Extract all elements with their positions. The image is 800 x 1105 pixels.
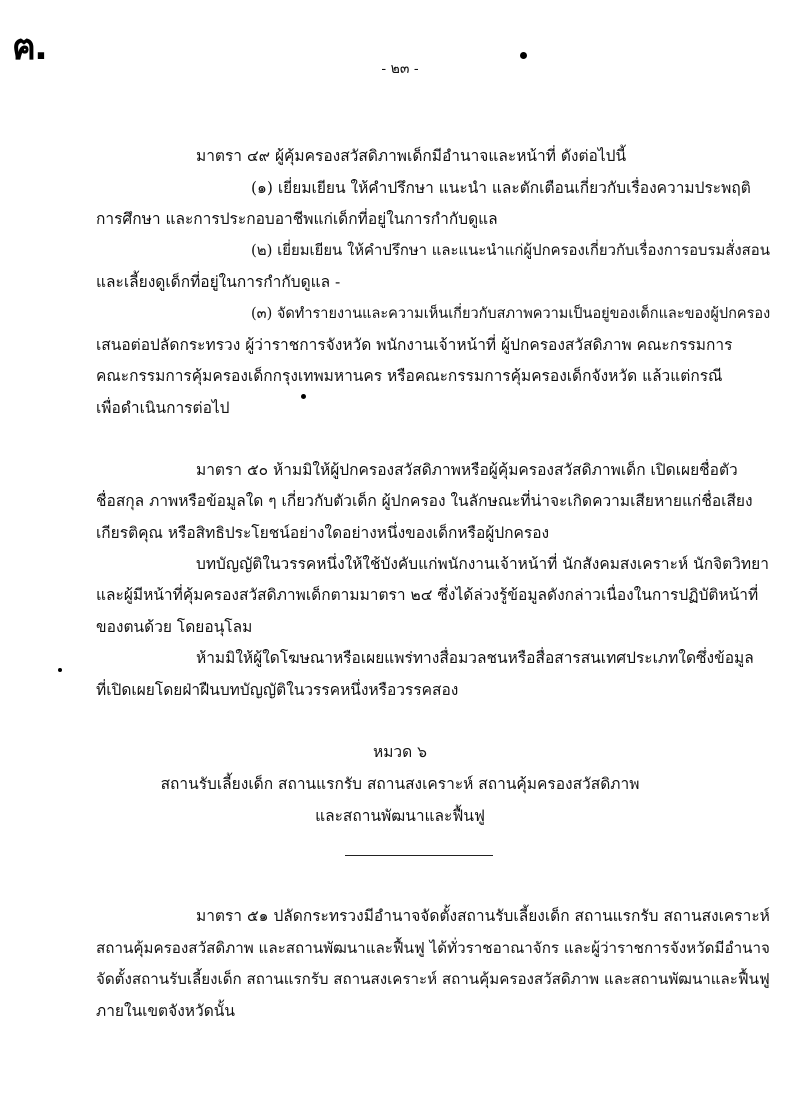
sec51-line: ภายในเขตจังหวัดนั้น <box>96 1002 235 1020</box>
sec50-line: มาตรา ๕๐ ห้ามมิให้ผู้ปกครองสวัสดิภาพหรือผู้คุ้มครองสวัสดิภาพเด็ก เปิดเผยชื่อตัว <box>196 461 738 479</box>
scan-speck <box>301 394 306 399</box>
chapter-title: หมวด ๖ <box>373 743 427 761</box>
sec49-line: (๓) จัดทำรายงานและความเห็นเกี่ยวกับสภาพความเป็นอยู่ของเด็กและของผู้ปกครอง <box>251 306 771 322</box>
sec51-line: มาตรา ๕๑ ปลัดกระทรวงมีอำนาจจัดตั้งสถานรับเลี้ยงเด็ก สถานแรกรับ สถานสงเคราะห์ <box>196 907 770 925</box>
handwritten-margin-mark: ฅ. <box>12 27 46 68</box>
sec49-line: คณะกรรมการคุ้มครองเด็กกรุงเทพมหานคร หรือคณะกรรมการคุ้มครองเด็กจังหวัด แล้วแต่กรณี <box>96 367 723 385</box>
sec49-line: และเลี้ยงดูเด็กที่อยู่ในการกำกับดูแล - <box>96 273 341 291</box>
sec50-line: ที่เปิดเผยโดยฝ่าฝืนบทบัญญัติในวรรคหนึ่งหรือวรรคสอง <box>96 681 459 699</box>
sec50-line: ชื่อสกุล ภาพหรือข้อมูลใด ๆ เกี่ยวกับตัวเด็ก ผู้ปกครอง ในลักษณะที่น่าจะเกิดความเสียหายแก่ชื่อเสียง <box>96 492 753 510</box>
sec51-line: สถานคุ้มครองสวัสดิภาพ และสถานพัฒนาและฟื้นฟู ได้ทั่วราชอาณาจักร และผู้ว่าราชการจังหวัดมีอำนาจ <box>96 939 770 957</box>
chapter-subtitle: และสถานพัฒนาและฟื้นฟู <box>315 807 485 825</box>
sec50-line: เกียรติคุณ หรือสิทธิประโยชน์อย่างใดอย่างหนึ่งของเด็กหรือผู้ปกครอง <box>96 524 550 542</box>
page-number: - ๒๓ - <box>381 61 419 77</box>
sec49-line: เสนอต่อปลัดกระทรวง ผู้ว่าราชการจังหวัด พนักงานเจ้าหน้าที่ ผู้ปกครองสวัสดิภาพ คณะกรรมการ <box>96 336 733 354</box>
sec50-line: และผู้มีหน้าที่คุ้มครองสวัสดิภาพเด็กตามมาตรา ๒๔ ซึ่งได้ล่วงรู้ข้อมูลดังกล่าวเนื่องในการปฏิบัติหน้าที่ <box>96 586 759 604</box>
sec49-heading: มาตรา ๔๙ ผู้คุ้มครองสวัสดิภาพเด็กมีอำนาจและหน้าที่ ดังต่อไปนี้ <box>196 147 627 165</box>
divider <box>345 855 493 856</box>
chapter-subtitle: สถานรับเลี้ยงเด็ก สถานแรกรับ สถานสงเคราะห์ สถานคุ้มครองสวัสดิภาพ <box>160 775 640 793</box>
sec49-line: (๑) เยี่ยมเยียน ให้คำปรึกษา แนะนำ และตักเตือนเกี่ยวกับเรื่องความประพฤติ <box>251 179 751 197</box>
scan-speck <box>58 668 62 672</box>
sec50-line: ห้ามมิให้ผู้ใดโฆษณาหรือเผยแพร่ทางสื่อมวลชนหรือสื่อสารสนเทศประเภทใดซึ่งข้อมูล <box>196 649 754 667</box>
sec49-line: (๒) เยี่ยมเยียน ให้คำปรึกษา และแนะนำแก่ผู้ปกครองเกี่ยวกับเรื่องการอบรมสั่งสอน <box>251 241 770 259</box>
sec50-line: บทบัญญัติในวรรคหนึ่งให้ใช้บังคับแก่พนักงานเจ้าหน้าที่ นักสังคมสงเคราะห์ นักจิตวิทยา <box>196 555 769 573</box>
sec49-line: การศึกษา และการประกอบอาชีพแก่เด็กที่อยู่ในการกำกับดูแล <box>96 210 498 228</box>
sec49-line: เพื่อดำเนินการต่อไป <box>96 399 230 417</box>
sec51-line: จัดตั้งสถานรับเลี้ยงเด็ก สถานแรกรับ สถานสงเคราะห์ สถานคุ้มครองสวัสดิภาพ และสถานพัฒนาและฟื้นฟู <box>96 970 770 988</box>
scan-speck <box>520 52 527 59</box>
sec50-line: ของตนด้วย โดยอนุโลม <box>96 618 253 636</box>
